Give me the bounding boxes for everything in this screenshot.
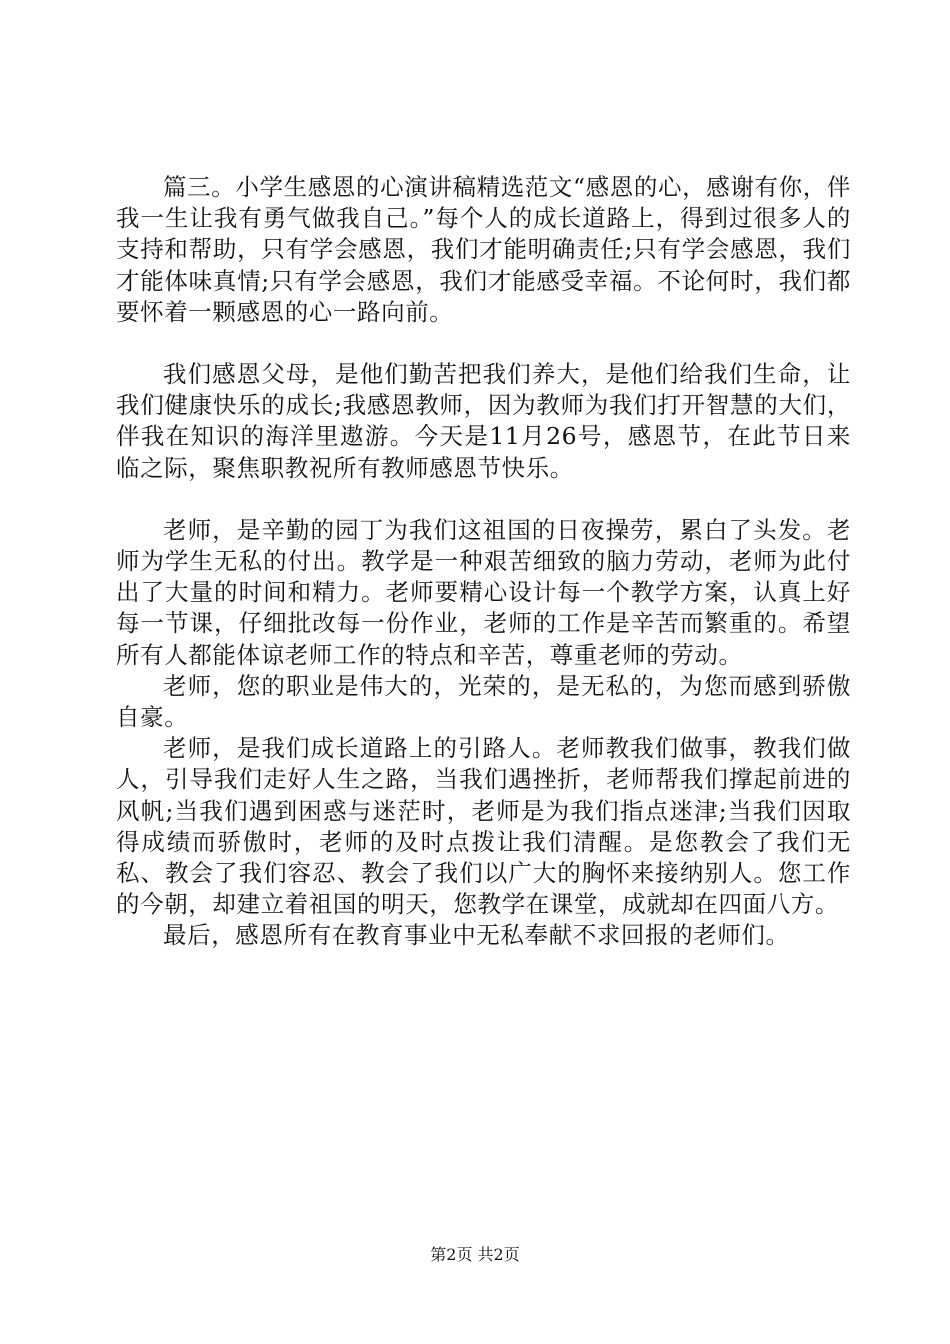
- paragraph-intro: 篇三。小学生感恩的心演讲稿精选范文“感恩的心，感谢有你，伴我一生让我有勇气做我自己。”每个人的成长道路上，得到过很多人的支持和帮助，只有学会感恩，我们才能明确责任;只有学会感恩，我们才能体味真情;只有学会感恩，我们才能感受幸福。不论何时，我们都要怀着一颗感恩的心一路向前。: [116, 173, 851, 326]
- paragraph-teacher-gardener: 老师，是辛勤的园丁为我们这祖国的日夜操劳，累白了头发。老师为学生无私的付出。教学是一种艰苦细致的脑力劳动，老师为此付出了大量的时间和精力。老师要精心设计每一个教学方案，认真上好每一节课，仔细批改每一份作业，老师的工作是辛苦而繁重的。希望所有人都能体谅老师工作的特点和辛苦，尊重老师的劳动。: [116, 515, 851, 669]
- paragraph-parents-teachers: 我们感恩父母，是他们勤苦把我们养大，是他们给我们生命，让我们健康快乐的成长;我感恩教师，因为教师为我们打开智慧的大们，伴我在知识的海洋里遨游。今天是11月26号，感恩节，在此节日来临之际，聚焦职教祝所有教师感恩节快乐。: [116, 360, 851, 482]
- paragraph-teacher-proud: 老师，您的职业是伟大的，光荣的，是无私的，为您而感到骄傲自豪。: [116, 671, 851, 732]
- page-number-footer: 第2页 共2页: [430, 1245, 520, 1264]
- paragraph-closing: 最后，感恩所有在教育事业中无私奉献不求回报的老师们。: [163, 921, 790, 950]
- paragraph-teacher-guide: 老师，是我们成长道路上的引路人。老师教我们做事，教我们做人，引导我们走好人生之路，当我们遇挫折，老师帮我们撑起前进的风帆;当我们遇到困惑与迷茫时，老师是为我们指点迷津;当我们因取得成绩而骄傲时，老师的及时点拨让我们清醒。是您教会了我们无私、教会了我们容忍、教会了我们以广大的胸怀来接纳别人。您工作的今朝，却建立着祖国的明天，您教学在课堂，成就却在四面八方。: [116, 734, 851, 919]
- document-body: [116, 172, 851, 952]
